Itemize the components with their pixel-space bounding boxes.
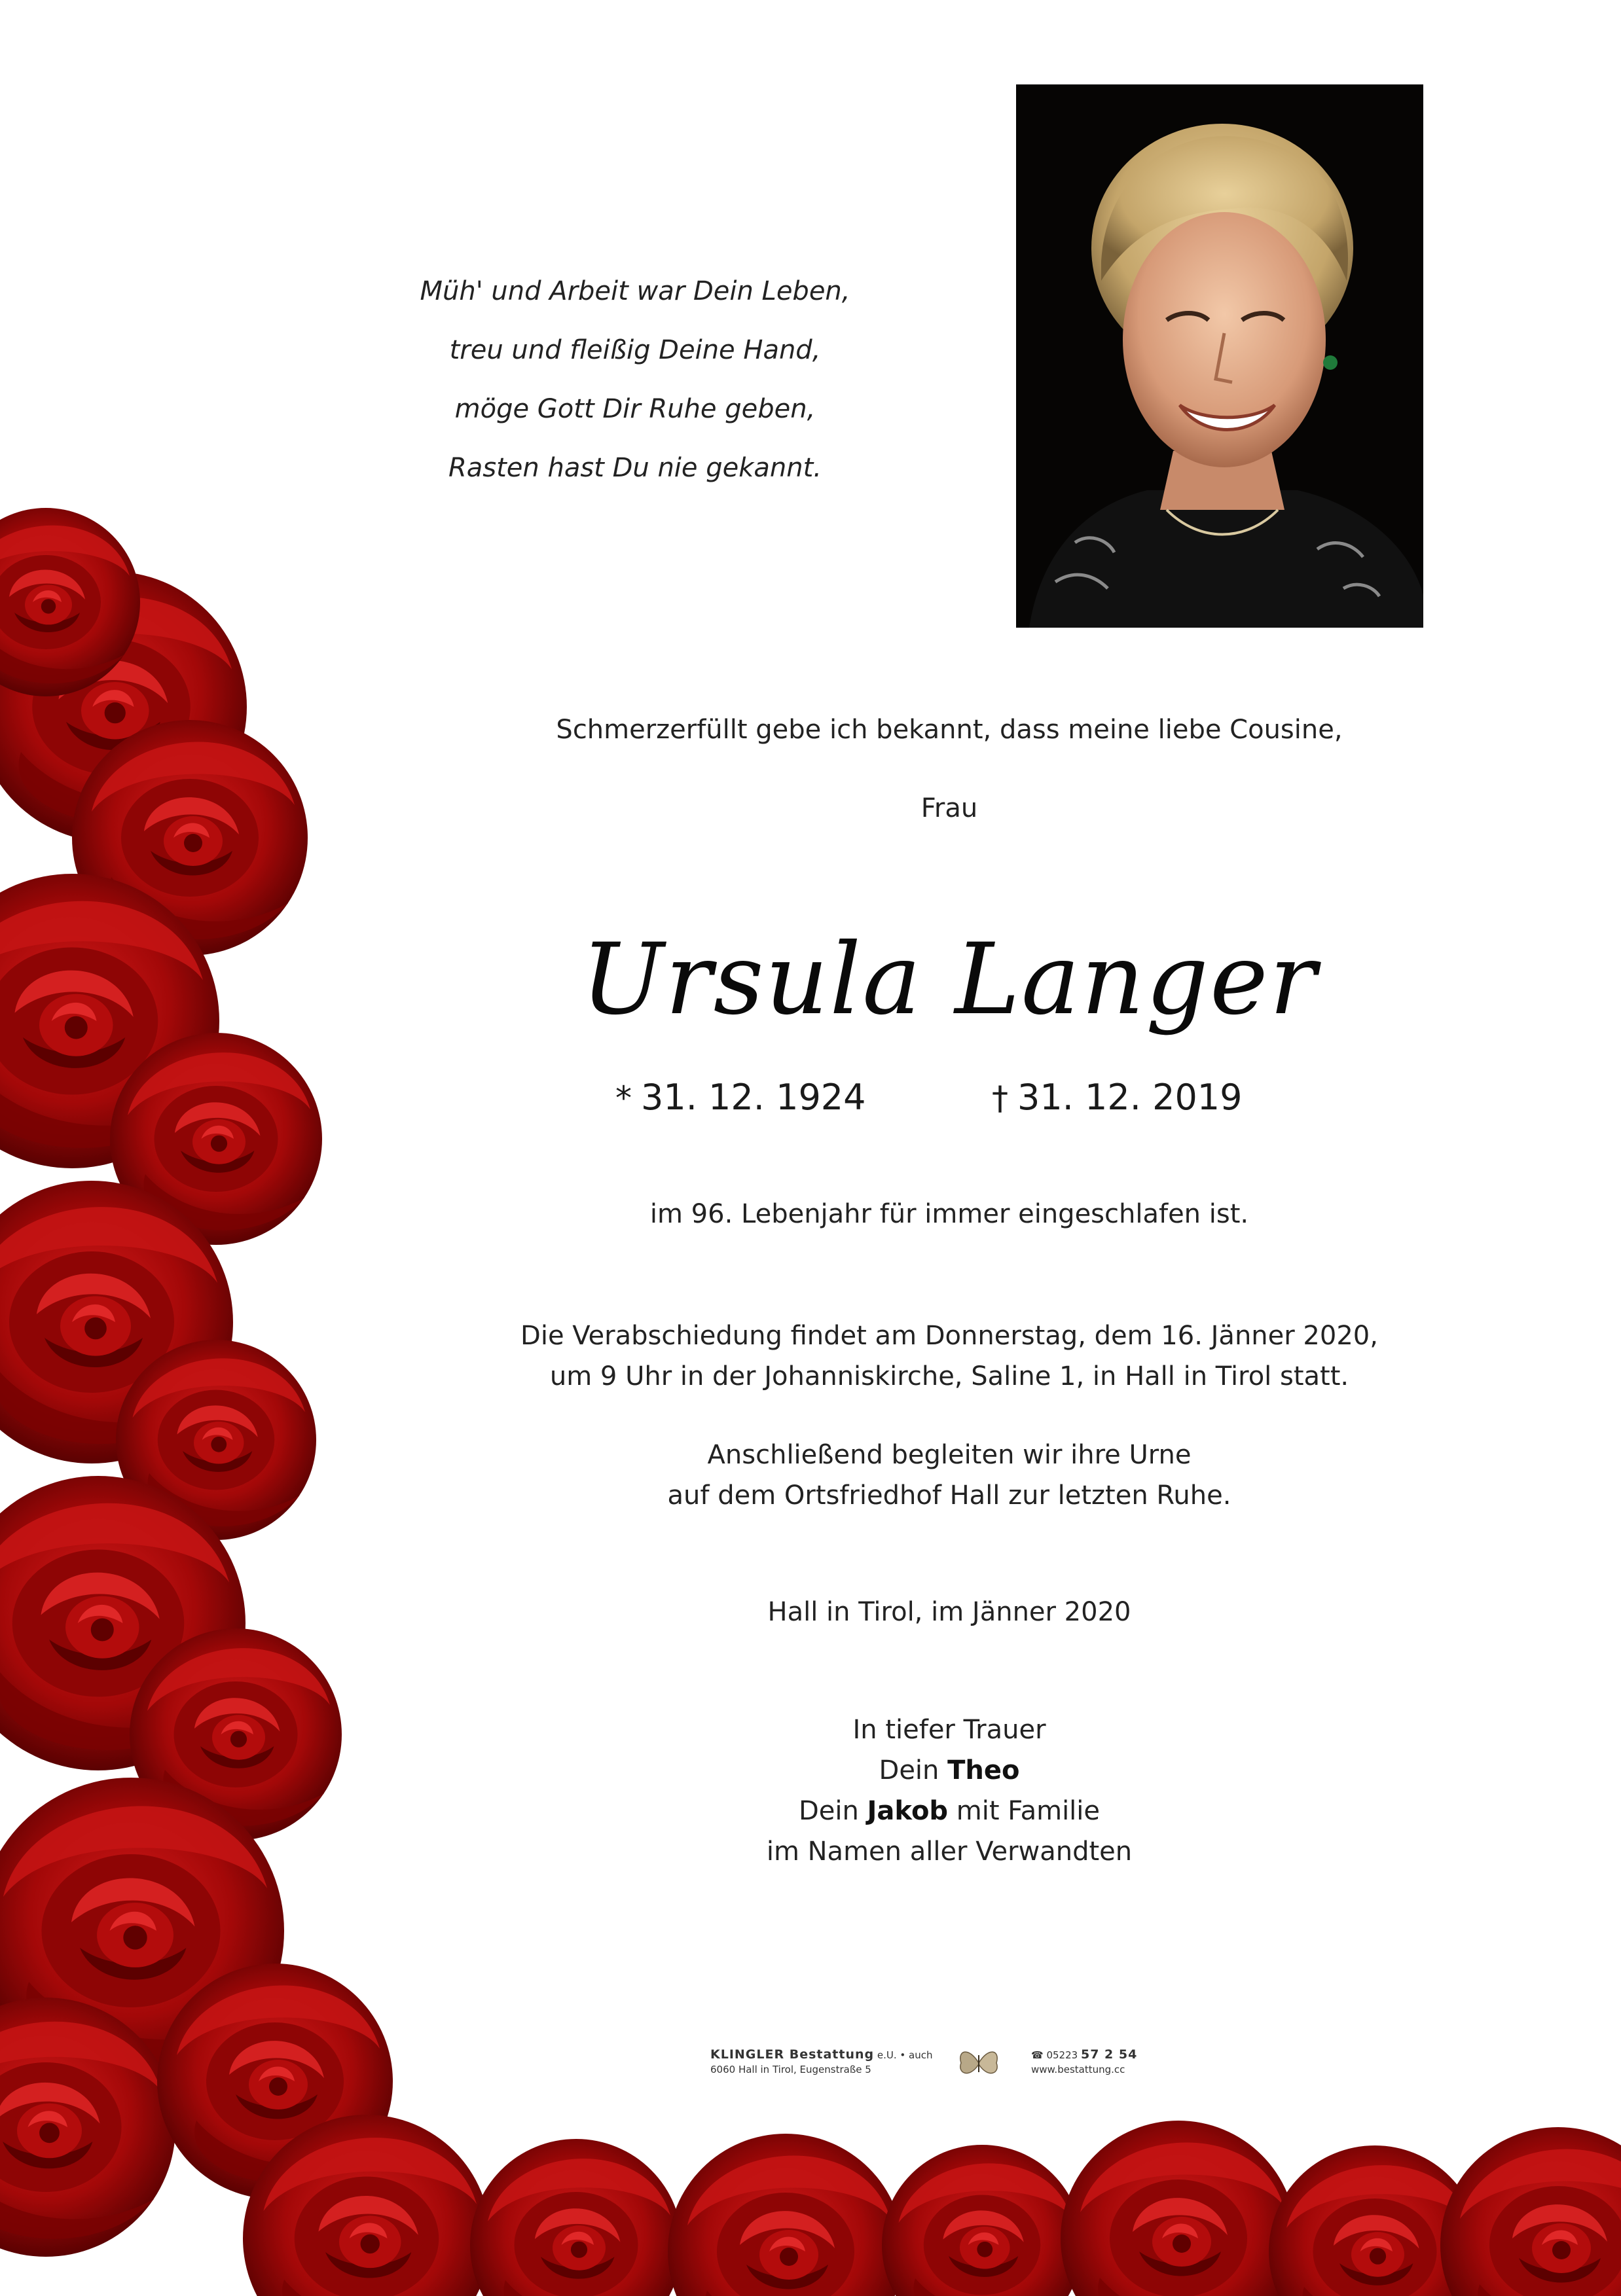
funeral-home-contact: ☎ 05223 57 2 54 www.bestattung.cc xyxy=(1031,2047,1138,2075)
ceremony-line: Die Verabschiedung findet am Donnerstag, dem 16. Jänner 2020, xyxy=(520,1321,1378,1351)
burial-text xyxy=(393,1435,1506,1516)
mourner-line: Dein Jakob mit Familie xyxy=(798,1796,1101,1826)
funeral-home-name: KLINGLER Bestattung xyxy=(710,2047,875,2062)
ceremony-line: um 9 Uhr in der Johanniskirche, Saline 1, in Hall in Tirol statt. xyxy=(549,1361,1349,1391)
place-date: Hall in Tirol, im Jänner 2020 xyxy=(767,1597,1131,1627)
funeral-home-info: KLINGLER Bestattung e.U. • auch 6060 Hall in Tirol, Eugenstraße 5 xyxy=(710,2047,933,2075)
phone-number: 57 2 54 xyxy=(1080,2047,1138,2062)
death-cross-icon: † xyxy=(992,1079,1008,1117)
birth-date: 31. 12. 1924 xyxy=(641,1077,866,1118)
poem-line: Müh' und Arbeit war Dein Leben, xyxy=(420,276,850,306)
mourner-name: Jakob xyxy=(867,1796,949,1826)
mourner-name: Theo xyxy=(947,1755,1020,1785)
phone-icon: ☎ xyxy=(1031,2049,1044,2061)
mourner-line: Dein Theo xyxy=(879,1755,1020,1785)
birth-star-icon: * xyxy=(615,1079,632,1117)
age-line: im 96. Lebenjahr für immer eingeschlafen ist. xyxy=(649,1199,1249,1229)
mourners-heading: In tiefer Trauer xyxy=(852,1715,1046,1745)
poem-line: treu und fleißig Deine Hand, xyxy=(449,335,821,365)
deceased-name: Ursula Langer xyxy=(581,923,1318,1037)
birth-date-group xyxy=(615,1077,866,1118)
death-date: 31. 12. 2019 xyxy=(1017,1077,1243,1118)
poem-line: möge Gott Dir Ruhe geben, xyxy=(454,394,816,424)
death-date-group xyxy=(992,1077,1243,1118)
website[interactable]: www.bestattung.cc xyxy=(1031,2064,1125,2075)
mourners xyxy=(393,1710,1506,1872)
salutation: Frau xyxy=(920,793,978,823)
ceremony-text xyxy=(393,1316,1506,1397)
poem-line: Rasten hast Du nie gekannt. xyxy=(448,453,822,483)
butterfly-icon xyxy=(956,2043,1002,2083)
portrait-photo xyxy=(1016,84,1423,628)
mourners-closing: im Namen aller Verwandten xyxy=(766,1837,1133,1867)
funeral-home-address: 6060 Hall in Tirol, Eugenstraße 5 xyxy=(710,2064,871,2075)
burial-line: auf dem Ortsfriedhof Hall zur letzten Ruhe. xyxy=(667,1480,1231,1511)
poem xyxy=(367,262,903,497)
burial-line: Anschließend begleiten wir ihre Urne xyxy=(707,1440,1192,1470)
intro-text: Schmerzerfüllt gebe ich bekannt, dass meine liebe Cousine, xyxy=(556,715,1343,745)
